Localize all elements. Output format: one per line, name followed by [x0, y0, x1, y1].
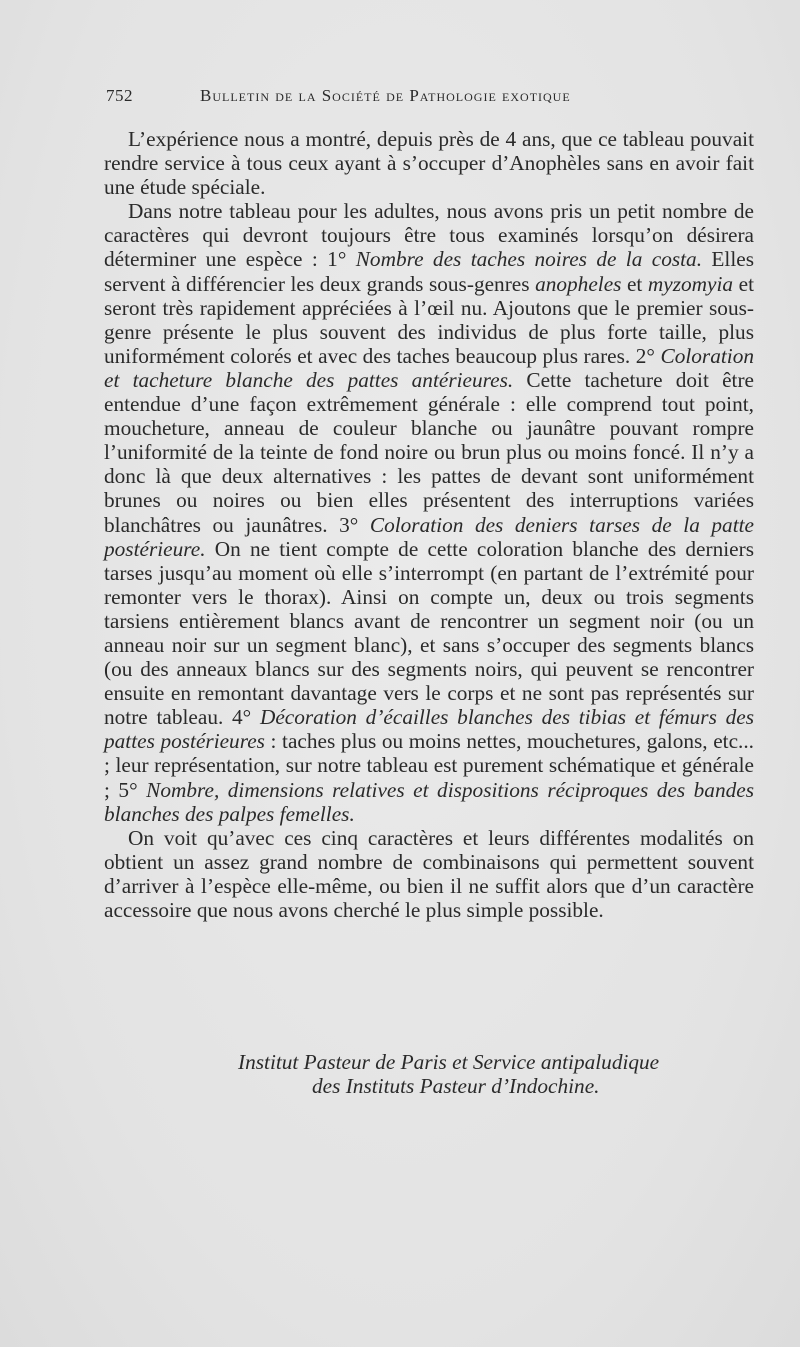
text-run: On ne tient compte de cette coloration blanche des derniers tarses jusqu’au moment où elle s’interrompt (en partant de l’extrémité pour remonter vers le thorax). Ainsi on compte un, deux ou trois segments tarsiens entièrement blancs avant de rencontrer un segment noir (ou un anneau noir sur un segment blanc), et sans s’occuper des segments blancs (ou des anneaux blancs sur des segments noirs, qui peuvent se rencontrer ensuite en remontant davantage vers le corps et ne sont pas représentés sur notre tableau. 4°	[104, 536, 754, 730]
text-run: : taches plus ou moins nettes, mouchetures, galons, etc... ; leur représentation, sur notre tableau est purement schématique et générale ; 5°	[104, 729, 754, 802]
text-run: et seront très rapidement appréciées à l’œil nu. Ajoutons que le premier sous-genre présente le plus souvent des individus de plus forte taille, plus uniformément colorés et avec des taches beaucoup plus rares. 2°	[104, 271, 754, 368]
italic-text-run: Nombre, dimensions relatives et dispositions réciproques des bandes blanches des palpes femelles.	[104, 777, 754, 826]
page-header	[106, 86, 706, 106]
text-run: Dans notre tableau pour les adultes, nous avons pris un petit nombre de caractères qui devront toujours être tous examinés lorsqu’on désirera déterminer une espèce : 1°	[104, 199, 754, 272]
italic-text-run: Nombre des taches noires de la costa.	[355, 247, 703, 272]
text-run: Elles servent à différencier les deux grands sous-genres	[104, 247, 754, 296]
italic-text-run: myzomyia	[647, 271, 734, 296]
signature-block	[238, 1050, 758, 1098]
text-run: L’expérience nous a montré, depuis près de 4 ans, que ce tableau pouvait rendre service à tous ceux ayant à s’occuper d’Anophèles sans en avoir fait une étude spéciale.	[104, 127, 754, 200]
italic-text-run: Décoration d’écailles blanches des tibias et fémurs des pattes postérieures	[104, 705, 754, 754]
italic-text-run: Coloration des deniers tarses de la patte postérieure.	[104, 512, 754, 561]
signature-line-1: Institut Pasteur de Paris et Service antipaludique	[238, 1050, 660, 1074]
italic-text-run: anopheles	[535, 271, 622, 296]
text-run: et	[621, 271, 648, 296]
text-run: On voit qu’avec ces cinq caractères et leurs différentes modalités on obtient un assez grand nombre de combinaisons qui permettent souvent d’arriver à l’espèce elle-même, ou bien il ne suffit alors que d’un caractère accessoire que nous avons cherché le plus simple possible.	[104, 825, 754, 922]
paragraph	[104, 199, 754, 825]
signature-line-2: des Instituts Pasteur d’Indochine.	[312, 1074, 600, 1099]
paragraph	[104, 127, 754, 199]
italic-text-run: Coloration et tacheture blanche des pattes antérieures.	[104, 343, 754, 392]
article-body	[104, 127, 754, 922]
paragraph	[104, 826, 754, 922]
running-title: Bulletin de la Société de Pathologie exotique	[200, 86, 571, 105]
text-run: Cette tacheture doit être entendue d’une façon extrêmement générale : elle comprend tout point, moucheture, anneau de couleur blanche ou jaunâtre pouvant rompre l’uniformité de la teinte de fond noire ou brun plus ou moins foncé. Il n’y a donc là que deux alternatives : les pattes de devant sont uniformément brunes ou noires ou bien elles présentent des interruptions variées blanchâtres ou jaunâtres. 3°	[104, 367, 754, 537]
page-number: 752	[106, 86, 133, 105]
